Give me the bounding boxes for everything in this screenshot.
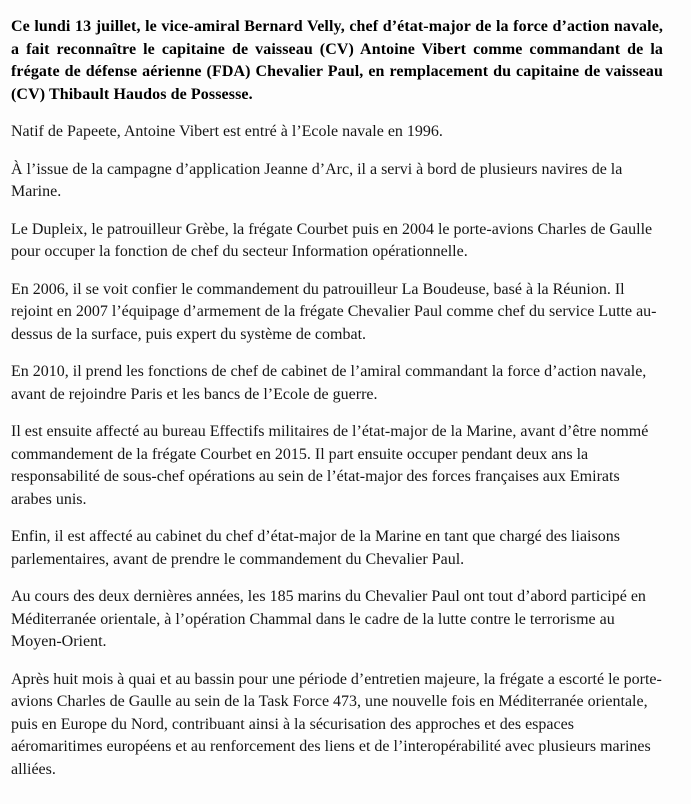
paragraph-2010: En 2010, il prend les fonctions de chef de cabinet de l’amiral commandant la force d’action navale, avant de rejoindre Paris et les bancs de l’Ecole de guerre. xyxy=(11,363,647,403)
paragraph-task-force-473: Après huit mois à quai et au bassin pour une période d’entretien majeure, la frégate a escorté le porte-avions Charles de Gaulle au sein de la Task Force 473, une nouvelle fois en Méditerranée orientale, puis en Europe du Nord, contribuant ainsi à la sécurisation des approches et des espaces aéromaritimes européens et au renforcement des liens et de l’interopérabilité avec plusieurs marines alliées. xyxy=(11,670,662,778)
paragraph-origin: Natif de Papeete, Antoine Vibert est entré à l’Ecole navale en 1996. xyxy=(11,123,443,140)
paragraph-jeanne-darc: À l’issue de la campagne d’application Jeanne d’Arc, il a servi à bord de plusieurs navires de la Marine. xyxy=(11,160,623,200)
paragraph-chammal: Au cours des deux dernières années, les 185 marins du Chevalier Paul ont tout d’abord participé en Méditerranée orientale, à l’opération Chammal dans le cadre de la lutte contre le terrorisme au Moyen-Orient. xyxy=(11,588,646,650)
paragraph-2006: En 2006, il se voit confier le commandement du patrouilleur La Boudeuse, basé à la Réunion. Il rejoint en 2007 l’équipage d’armement de la frégate Chevalier Paul comme chef du service Lutte au-dessus de la surface, puis expert du système de combat. xyxy=(11,280,657,343)
paragraph-effectifs: Il est ensuite affecté au bureau Effectifs militaires de l’état-major de la Marine, avant d’être nommé commandement de la frégate Courbet en 2015. Il part ensuite occuper pendant deux ans la responsabilité de sous-chef opérations au sein de l’état-major des forces françaises aux Emirats arabes unis. xyxy=(11,423,649,508)
paragraph-dupleix: Le Dupleix, le patrouilleur Grèbe, la frégate Courbet puis en 2004 le porte-avions Charles de Gaulle pour occuper la fonction de chef du secteur Information opérationnelle. xyxy=(11,220,653,260)
paragraph-cabinet: Enfin, il est affecté au cabinet du chef d’état-major de la Marine en tant que chargé des liaisons parlementaires, avant de prendre le commandement du Chevalier Paul. xyxy=(11,528,620,568)
lead-paragraph: Ce lundi 13 juillet, le vice-amiral Bernard Velly, chef d’état-major de la force d’action navale, a fait reconnaître le capitaine de vaisseau (CV) Antoine Vibert comme commandant de la frégate de défense aérienne (FDA) Chevalier Paul, en remplacement du capitaine de vaisseau (CV) Thibault Haudos de Possesse. xyxy=(11,18,663,103)
